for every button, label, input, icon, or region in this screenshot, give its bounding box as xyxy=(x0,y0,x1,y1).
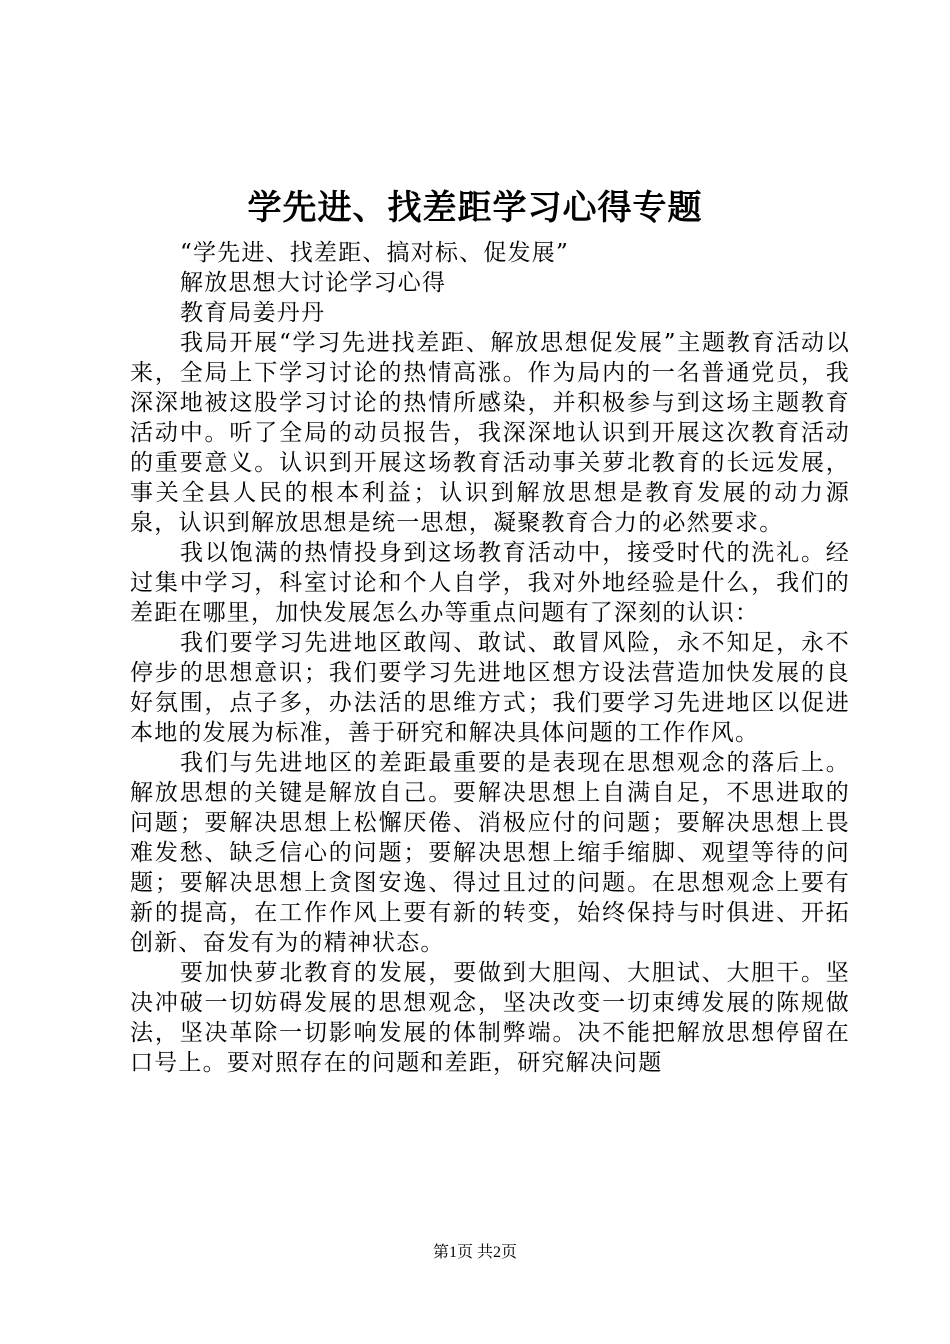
subtitle-slogan: “学先进、找差距、搞对标、促发展” xyxy=(180,240,569,266)
body-paragraph: 我以饱满的热情投身到这场教育活动中，接受时代的洗礼。经过集中学习，科室讨论和个人自学，我对外地经验是什么，我们的差距在哪里，加快发展怎么办等重点问题有了深刻的认识： xyxy=(130,540,850,626)
page-footer: 第1页 共2页 xyxy=(432,1244,517,1261)
body-paragraph: 我们要学习先进地区敢闯、敢试、敢冒风险，永不知足，永不停步的思想意识；我们要学习先进地区想方设法营造加快发展的良好氛围，点子多，办法活的思维方式；我们要学习先进地区以促进本地的发展为标准，善于研究和解决具体问题的工作作风。 xyxy=(130,630,850,746)
author-line: 教育局姜丹丹 xyxy=(180,300,326,326)
body-paragraph: 我们与先进地区的差距最重要的是表现在思想观念的落后上。解放思想的关键是解放自己。要解决思想上自满自足，不思进取的问题；要解决思想上松懈厌倦、消极应付的问题；要解决思想上畏难发愁、缺乏信心的问题；要解决思想上缩手缩脚、观望等待的问题；要解决思想上贪图安逸、得过且过的问题。在思想观念上要有新的提高，在工作作风上要有新的转变，始终保持与时俱进、开拓创新、奋发有为的精神状态。 xyxy=(130,750,850,956)
subtitle-topic: 解放思想大讨论学习心得 xyxy=(180,270,447,296)
body-paragraph: 我局开展“学习先进找差距、解放思想促发展”主题教育活动以来，全局上下学习讨论的热情高涨。作为局内的一名普通党员，我深深地被这股学习讨论的热情所感染，并积极参与到这场主题教育活动中。听了全局的动员报告，我深深地认识到开展这次教育活动的重要意义。认识到开展这场教育活动事关萝北教育的长远发展，事关全县人民的根本利益；认识到解放思想是教育发展的动力源泉，认识到解放思想是统一思想，凝聚教育合力的必然要求。 xyxy=(130,330,850,536)
document-body xyxy=(130,238,850,1078)
body-paragraph: 要加快萝北教育的发展，要做到大胆闯、大胆试、大胆干。坚决冲破一切妨碍发展的思想观念，坚决改变一切束缚发展的陈规做法，坚决革除一切影响发展的体制弊端。决不能把解放思想停留在口号上。要对照存在的问题和差距，研究解决问题 xyxy=(130,960,850,1076)
document-title: 学先进、找差距学习心得专题 xyxy=(247,188,703,228)
